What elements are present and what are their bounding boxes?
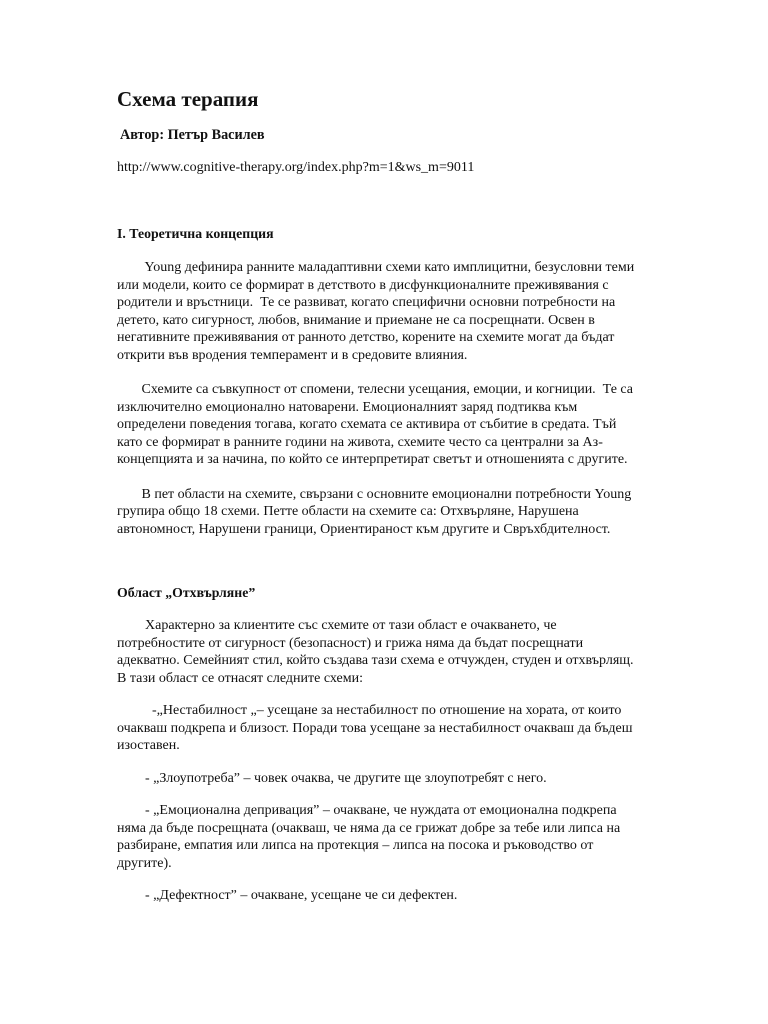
list-item-abuse [117,770,647,788]
text-line: - „Емоционална депривация” – очакване, че нуждата от емоционална подкрепа [117,803,617,818]
text-line: детето, като сигурност, любов, внимание и приемане не са посрещнати. Освен в [117,312,595,328]
author-line: Автор: Петър Василев [120,127,265,143]
section-heading-theoretical-concept: I. Теоретична концепция [117,226,274,241]
text-line: като се формират в ранните години на живота, схемите често са централни за Аз- [117,434,603,450]
text-line: концепцията и за начина, по който се интерпретират светът и отношенията с другите. [117,452,628,467]
text-line: Характерно за клиентите със схемите от тази област е очакването, че [117,618,557,633]
paragraph-schema-components [117,381,647,469]
text-line: другите). [117,855,172,871]
text-line: -„Нестабилност „– усещане за нестабилност по отношение на хората, от които [117,703,622,718]
text-line: определени поведения тогава, когато схемата се активира от събитие в средата. Тъй [117,417,617,432]
text-line: очакваш подкрепа и близост. Поради това усещане за нестабилност очакваш да бъдеш [117,720,633,736]
source-url[interactable]: http://www.cognitive-therapy.org/index.php?m=1&ws_m=9011 [117,160,475,175]
text-line: потребностите от сигурност (безопасност) и грижа няма да бъдат посрещнати [117,635,584,651]
text-line: - „Дефектност” – очакване, усещане че си дефектен. [117,888,458,903]
text-line: - „Злоупотреба” – човек очаква, че другите ще злоупотребят с него. [117,770,547,786]
text-line: Схемите са съвкупност от спомени, телесни усещания, емоции, и когниции. Те са [117,382,634,397]
text-line: родители и връстници. Те се развиват, когато специфични основни потребности на [117,295,616,310]
list-item-emotional-deprivation [117,802,647,872]
document-title: Схема терапия [117,87,259,111]
text-line: изоставен. [117,738,180,753]
text-line: В тази област се отнасят следните схеми: [117,670,363,686]
section-heading-rejection-domain: Област „Отхвърляне” [117,585,256,600]
text-line: В пет области на схемите, свързани с основните емоционални потребности Young [117,486,632,502]
paragraph-schema-definition [117,259,647,364]
text-line: или модели, които се формират в детството в дисфункционалните преживявания с [117,277,609,293]
list-item-defectiveness [117,887,647,905]
paragraph-rejection-intro [117,617,647,687]
document-page [117,84,647,905]
text-line: адекватно. Семейният стил, който създава тази схема е отчужден, студен и отхвърлящ. [117,653,634,668]
text-line: Young дефинира ранните маладаптивни схеми като имплицитни, безусловни теми [117,260,635,275]
list-item-instability [117,702,647,755]
paragraph-schema-domains [117,486,647,539]
text-line: негативните преживявания от ранното детство, корените на схемите могат да бъдат [117,330,615,345]
text-line: групира общо 18 схеми. Петте области на схемите са: Отхвърляне, Нарушена [117,504,579,519]
text-line: няма да бъде посрещната (очакваш, че няма да се грижат добре за тебе или липса на [117,820,621,836]
text-line: разбиране, емпатия или липса на протекция – липса на посока и ръководство от [117,838,594,853]
text-line: автономност, Нарушени граници, Ориентираност към другите и Свръхбдителност. [117,521,611,537]
text-line: открити във вродения темперамент и в средовите влияния. [117,347,468,363]
text-line: изключително емоционално натоварени. Емоционалният заряд подтиква към [117,399,578,415]
